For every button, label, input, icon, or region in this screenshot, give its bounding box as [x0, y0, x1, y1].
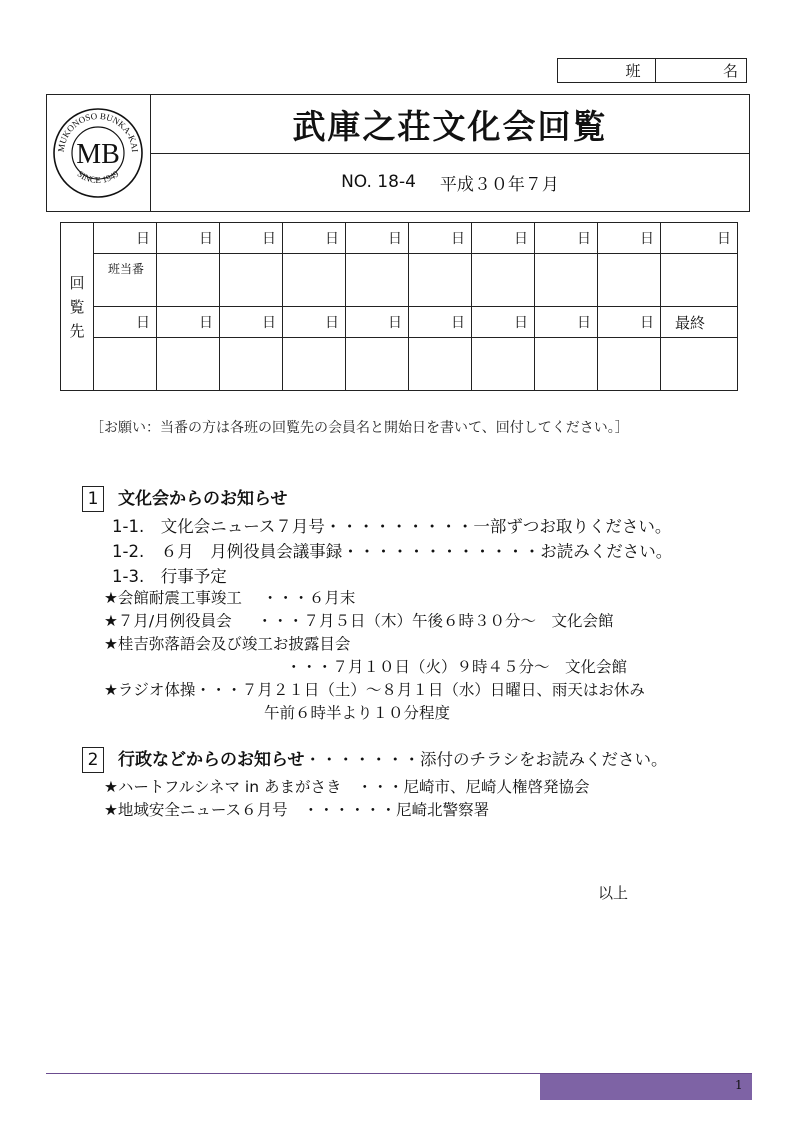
name-cell [346, 338, 409, 391]
name-cell [535, 338, 598, 391]
name-cell [220, 254, 283, 307]
issue-info [151, 153, 749, 211]
day-cell: 日 [409, 307, 472, 338]
notice-line: ★ハートフルシネマ in あまがさき ・・・尼崎市、尼崎人権啓発協会 [104, 778, 590, 796]
item-line: 1-3. 行事予定 [112, 567, 227, 586]
circulation-side-label: 回 覧 先 [61, 223, 94, 391]
day-cell: 日 [283, 307, 346, 338]
name-cell [220, 338, 283, 391]
class-name-box [557, 58, 747, 83]
circulation-table [60, 222, 738, 391]
newsletter-header [46, 94, 750, 212]
event-line: ・・・７月１０日（火）９時４５分～ 文化会館 [286, 658, 628, 676]
logo-initials: MB [76, 139, 120, 170]
item-line: 1-2. ６月 月例役員会議事録・・・・・・・・・・・・お読みください。 [112, 542, 673, 561]
day-cell: 日 [157, 307, 220, 338]
notice-line: ★地域安全ニュース６月号 ・・・・・・尼崎北警察署 [104, 801, 490, 819]
day-cell: 日 [220, 307, 283, 338]
day-cell: 日 [598, 223, 661, 254]
event-line: ★ラジオ体操・・・７月２１日（土）～８月１日（水）日曜日、雨天はお休み [104, 681, 645, 699]
section-1-heading [82, 484, 288, 512]
name-cell [661, 338, 738, 391]
name-cell [472, 338, 535, 391]
day-cell: 日 [283, 223, 346, 254]
day-cell: 日 [220, 223, 283, 254]
page-number: 1 [735, 1078, 743, 1092]
name-cell [283, 338, 346, 391]
event-line: ★会館耐震工事竣工 ・・・６月末 [104, 589, 356, 607]
name-cell [157, 338, 220, 391]
name-cell [409, 254, 472, 307]
day-cell: 日 [535, 223, 598, 254]
page-title: 武庫之荘文化会回覧 [151, 95, 749, 154]
day-cell: 日 [598, 307, 661, 338]
issue-number: NO. 18-4 [341, 172, 416, 192]
name-label: 名 [722, 62, 738, 80]
day-cell: 日 [94, 307, 157, 338]
closing-text: 以上 [598, 884, 629, 902]
event-line: ★桂吉弥落語会及び竣工お披露目会 [104, 635, 351, 653]
day-cell: 日 [409, 223, 472, 254]
name-cell [598, 338, 661, 391]
duty-label: 班当番 [108, 262, 145, 276]
logo-since-text: SINCE 1949 [75, 168, 121, 186]
day-cell: 日 [535, 307, 598, 338]
issue-date: 平成３０年７月 [439, 174, 559, 195]
day-cell: 日 [94, 223, 157, 254]
day-cell: 日 [472, 307, 535, 338]
item-line: 1-1. 文化会ニュース７月号・・・・・・・・・一部ずつお取りください。 [112, 517, 672, 536]
day-cell: 日 [661, 223, 738, 254]
day-cell: 日 [157, 223, 220, 254]
section-title: 文化会からのお知らせ [118, 489, 288, 509]
name-cell [661, 254, 738, 307]
last-cell-label: 最終 [661, 307, 738, 338]
logo-ring-text: MUKONOSO BUNKA-KAI [55, 110, 141, 153]
name-cell [283, 254, 346, 307]
section-number: 2 [82, 747, 104, 773]
section-2-heading [82, 745, 668, 773]
request-note: ［お願い：当番の方は各班の回覧先の会員名と開始日を書いて、回付してください。］ [90, 420, 629, 436]
section-title-suffix: ・・・・・・・添付のチラシをお読みください。 [304, 750, 668, 769]
class-label: 班 [558, 59, 656, 82]
name-cell [346, 254, 409, 307]
section-title: 行政などからのお知らせ [118, 750, 305, 770]
name-cell [472, 254, 535, 307]
section-number: 1 [82, 486, 104, 512]
name-cell [409, 338, 472, 391]
name-cell [94, 254, 157, 307]
name-cell [94, 338, 157, 391]
footer-bar [540, 1074, 752, 1100]
name-cell [598, 254, 661, 307]
day-cell: 日 [346, 307, 409, 338]
mb-logo [47, 95, 147, 210]
day-cell: 日 [472, 223, 535, 254]
event-line: ★７月/月例役員会 ・・・７月５日（木）午後６時３０分～ 文化会館 [104, 612, 614, 630]
logo-cell [47, 95, 151, 211]
svg-text:SINCE 1949 [75, 168, 120, 185]
name-cell [157, 254, 220, 307]
event-line: 午前６時半より１０分程度 [264, 704, 451, 722]
name-cell [535, 254, 598, 307]
day-cell: 日 [346, 223, 409, 254]
